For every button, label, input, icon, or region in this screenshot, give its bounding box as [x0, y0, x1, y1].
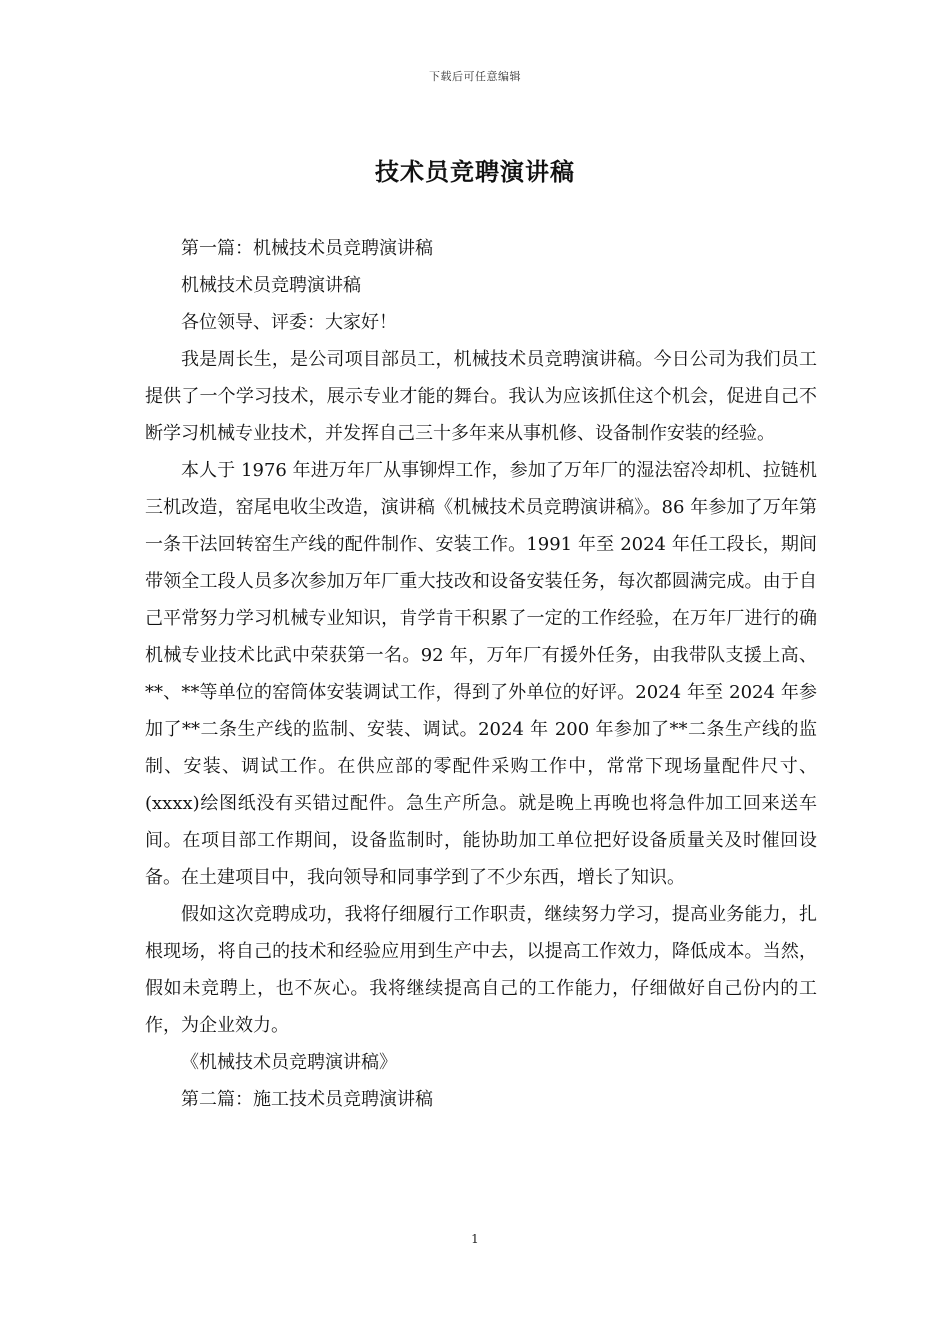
body-paragraph: 本人于 1976 年进万年厂从事铆焊工作，参加了万年厂的湿法窑冷却机、拉链机三机改造，窑尾电收尘改造，演讲稿《机械技术员竞聘演讲稿》。86 年参加了万年第一条干法回转窑生产线的配件制作、安装工作。1991 年至 2024 年任工段长，期间带领全工段人员多次参加万年厂重大技改和设备安装任务，每次都圆满完成。由于自己平常努力学习机械专业知识，肯学肯干积累了一定的工作经验，在万年厂进行的确机械专业技术比武中荣获第一名。92 年，万年厂有援外任务，由我带队支援上高、**、**等单位的窑筒体安装调试工作，得到了外单位的好评。2024 年至 2024 年参加了**二条生产线的监制、安装、调试。2024 年 200 年参加了**二条生产线的监制、安装、调试工作。在供应部的零配件采购工作中，常常下现场量配件尺寸、(xxxx)绘图纸没有买错过配件。急生产所急。就是晚上再晚也将急件加工回来送车间。在项目部工作期间，设备监制时，能协助加工单位把好设备质量关及时催回设备。在土建项目中，我向领导和同事学到了不少东西，增长了知识。	[145, 460, 817, 888]
body-paragraph: 假如这次竞聘成功，我将仔细履行工作职责，继续努力学习，提高业务能力，扎根现场，将自己的技术和经验应用到生产中去，以提高工作效力，降低成本。当然，假如未竞聘上，也不灰心。我将继续提高自己的工作能力，仔细做好自己份内的工作，为企业效力。	[145, 904, 817, 1036]
greeting: 各位领导、评委：大家好！	[181, 312, 397, 333]
document-body	[145, 230, 817, 1118]
body-paragraph: 我是周长生，是公司项目部员工，机械技术员竞聘演讲稿。今日公司为我们员工提供了一个学习技术，展示专业才能的舞台。我认为应该抓住这个机会，促进自己不断学习机械专业技术，并发挥自己三十多年来从事机修、设备制作安装的经验。	[145, 349, 817, 444]
section-heading-1: 第一篇：机械技术员竞聘演讲稿	[181, 238, 433, 259]
document-title: 技术员竞聘演讲稿	[375, 157, 575, 186]
section-heading-2: 第二篇：施工技术员竞聘演讲稿	[181, 1089, 433, 1110]
page-number: 1	[471, 1232, 479, 1246]
closing-title: 《机械技术员竞聘演讲稿》	[181, 1052, 397, 1073]
page-header-note: 下载后可任意编辑	[429, 70, 521, 83]
speech-title: 机械技术员竞聘演讲稿	[181, 275, 361, 296]
